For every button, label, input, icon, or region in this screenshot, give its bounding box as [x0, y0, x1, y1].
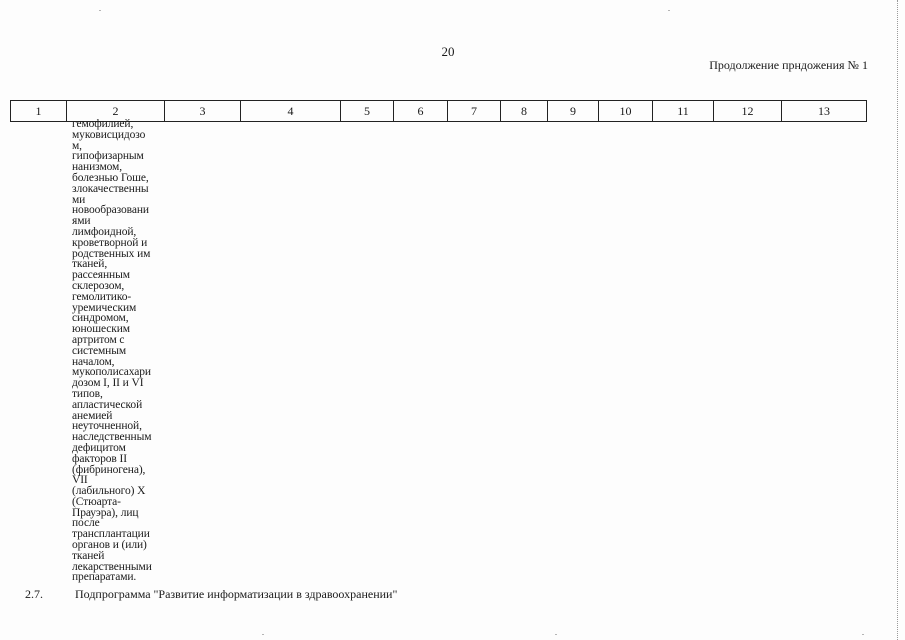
- column-2-text-line: юношеским: [72, 323, 130, 336]
- column-2-text-line: муковисцидозо: [72, 128, 146, 141]
- column-header-10: 10: [599, 101, 653, 121]
- column-2-text-line: гипофизарным: [72, 150, 144, 163]
- column-2-text-line: м,: [72, 139, 82, 152]
- column-2-text-line: рассеянным: [72, 269, 130, 282]
- column-2-text-line: гемолитико-: [72, 290, 132, 303]
- column-header-13: 13: [782, 101, 867, 121]
- column-2-text-line: трансплантации: [72, 528, 150, 541]
- column-header-9: 9: [548, 101, 599, 121]
- column-2-text-line: (лабильного) X: [72, 485, 146, 498]
- column-2-text-line: лекарственными: [72, 560, 152, 573]
- column-2-text-line: уремическим: [72, 301, 137, 314]
- column-2-text-line: препаратами.: [72, 571, 137, 584]
- column-header-1: 1: [11, 101, 67, 121]
- column-2-text-line: мукополисахари: [72, 366, 151, 379]
- column-2-text-line: после: [72, 517, 100, 530]
- column-header-11: 11: [653, 101, 714, 121]
- column-2-text-line: (фибриногена),: [72, 463, 146, 476]
- column-header-4: 4: [241, 101, 341, 121]
- scan-speck: [99, 10, 101, 11]
- column-2-text-line: лимфоидной,: [72, 225, 137, 238]
- column-header-2: 2: [67, 101, 165, 121]
- column-2-text-line: тканей,: [72, 258, 108, 271]
- column-2-text-line: склерозом,: [72, 279, 125, 292]
- column-2-text-line: дефицитом: [72, 441, 126, 454]
- column-header-7: 7: [448, 101, 501, 121]
- column-2-text-line: тканей: [72, 549, 105, 562]
- column-2-text-line: гемофилией,: [72, 118, 134, 130]
- scan-speck: [862, 634, 864, 635]
- page-number: 20: [441, 44, 455, 59]
- column-2-text-line: ми: [72, 193, 86, 206]
- scan-edge-dotted-line: [897, 0, 898, 640]
- subprogram-title: Подпрограмма "Развитие информатизации в здравоохранении": [75, 587, 398, 601]
- column-2-text-line: Прауэра), лиц: [72, 506, 139, 519]
- scan-speck: [668, 10, 670, 11]
- column-2-text-line: наследственным: [72, 431, 152, 444]
- column-2-text-line: факторов II: [72, 452, 127, 465]
- column-2-text-line: дозом I, II и VI: [72, 377, 144, 390]
- column-header-3: 3: [165, 101, 241, 121]
- column-2-text-line: неуточненной,: [72, 420, 142, 433]
- column-2-text-line: болезнью Гоше,: [72, 171, 149, 184]
- column-2-text-line: VII: [72, 474, 88, 487]
- column-2-text-line: апластической: [72, 398, 143, 411]
- column-header-6: 6: [394, 101, 448, 121]
- scan-speck: [262, 634, 264, 635]
- column-2-text-line: ями: [72, 215, 91, 228]
- column-2-text-line: злокачественны: [72, 182, 149, 195]
- column-2-text-line: родственных им: [72, 247, 151, 260]
- column-header-12: 12: [714, 101, 782, 121]
- column-2-text-line: синдромом,: [72, 312, 129, 325]
- scan-speck: [555, 634, 557, 635]
- column-2-text-block: [72, 119, 172, 583]
- column-2-text-line: органов и (или): [72, 539, 147, 552]
- column-2-text-line: системным: [72, 344, 127, 357]
- column-2-text-line: артритом с: [72, 333, 125, 346]
- row-number: 2.7.: [25, 587, 43, 601]
- column-header-8: 8: [501, 101, 548, 121]
- column-2-text-line: анемией: [72, 409, 113, 422]
- column-header-5: 5: [341, 101, 394, 121]
- column-2-text-line: (Стюарта-: [72, 495, 121, 508]
- column-2-text-line: новообразовани: [72, 204, 149, 217]
- continuation-heading: Продолжение прндожения № 1: [709, 58, 868, 72]
- column-2-text-line: началом,: [72, 355, 115, 368]
- column-2-text-line: кроветворной и: [72, 236, 148, 249]
- column-2-text-line: нанизмом,: [72, 161, 123, 174]
- column-2-text-line: типов,: [72, 387, 103, 400]
